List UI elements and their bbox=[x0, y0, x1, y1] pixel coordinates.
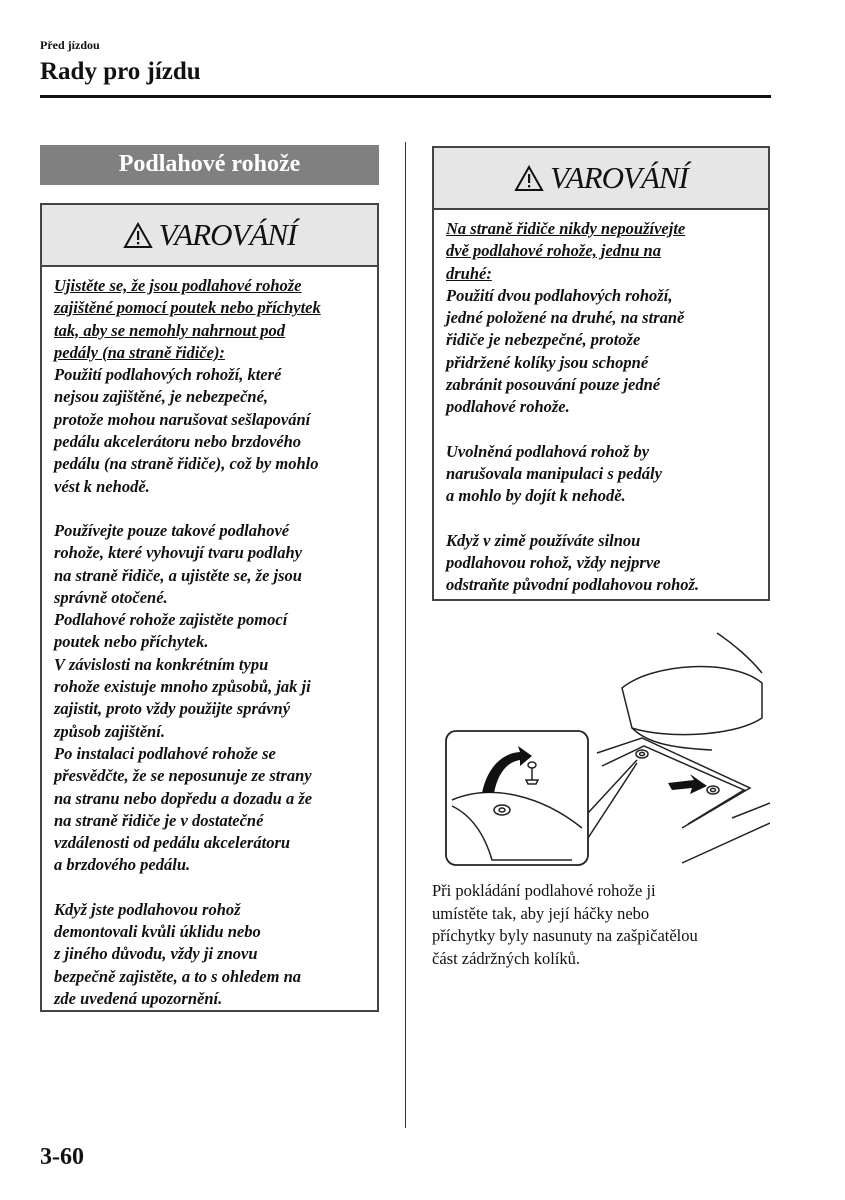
title-rule bbox=[40, 95, 771, 98]
warning-body bbox=[42, 267, 377, 1010]
warning-paragraph: Když v zimě používáte silnou podlahovou rohož, vždy nejprve odstraňte původní podlahovou rohož. bbox=[446, 530, 700, 595]
warning-header bbox=[434, 148, 768, 210]
warning-title: VAROVÁNÍ bbox=[158, 217, 297, 252]
page-title: Rady pro jízdu bbox=[40, 58, 201, 85]
page-number: 3-60 bbox=[40, 1144, 84, 1170]
warning-paragraph: Použití podlahových rohoží, které nejsou zajištěné, je nebezpečné, protože mohou narušovat sešlapování pedálu akcelerátoru nebo brzdového pedálu (na straně řidiče), což by mohlo vést k nehodě. bbox=[54, 365, 319, 496]
warning-triangle-icon bbox=[123, 222, 153, 249]
warning-triangle-icon bbox=[514, 165, 544, 192]
warning-paragraph: Když jste podlahovou rohož demontovali kvůli úklidu nebo z jiného důvodu, vždy ji znovu bezpečně zajistěte, a to s ohledem na zde uvedená upozornění. bbox=[54, 899, 302, 1008]
warning-lead: Na straně řidiče nikdy nepoužívejte dvě podlahové rohože, jednu na druhé: bbox=[446, 219, 686, 283]
breadcrumb: Před jízdou bbox=[40, 38, 100, 52]
column-divider bbox=[405, 142, 406, 1128]
section-heading: Podlahové rohože bbox=[40, 145, 379, 185]
warning-paragraph: Použití dvou podlahových rohoží, jedné položené na druhé, na straně řidiče je nebezpečné, protože přidržené kolíky jsou schopné zabránit posouvání pouze jedné podlahové rohože. bbox=[446, 285, 685, 417]
warning-lead: Ujistěte se, že jsou podlahové rohože zajištěné pomocí poutek nebo příchytek tak, aby se nemohly nahrnout pod pedály (na straně řidiče): bbox=[54, 276, 321, 362]
warning-title: VAROVÁNÍ bbox=[550, 160, 688, 195]
warning-paragraph: Používejte pouze takové podlahové rohože, které vyhovují tvaru podlahy na straně řidiče, a ujistěte se, že jsou správně otočené. Podlahové rohože zajistěte pomocí poutek nebo příchytek. V závislosti na konkrétním typu rohože existuje mnoho způsobů, jak ji zajistit, proto vždy použijte správný způsob zajištění. Po instalaci podlahové rohože se přesvědčte, že se neposunuje ze strany na stranu nebo dopředu a dozadu a že na straně řidiče je v dostatečné vzdálenosti od pedálu akcelerátoru a brzdového pedálu. bbox=[54, 520, 313, 875]
warning-box-left bbox=[40, 203, 379, 1012]
warning-body bbox=[434, 210, 768, 596]
floor-mat-illustration bbox=[432, 628, 770, 868]
warning-paragraph: Uvolněná podlahová rohož by narušovala manipulaci s pedály a mohlo by dojít k nehodě. bbox=[446, 441, 662, 506]
figure-caption: Při pokládání podlahové rohože ji umístěte tak, aby její háčky nebo příchytky byly nasunuty na zašpičatělou část zádržných kolíků. bbox=[432, 881, 698, 968]
warning-header bbox=[42, 205, 377, 267]
warning-box-right bbox=[432, 146, 770, 601]
